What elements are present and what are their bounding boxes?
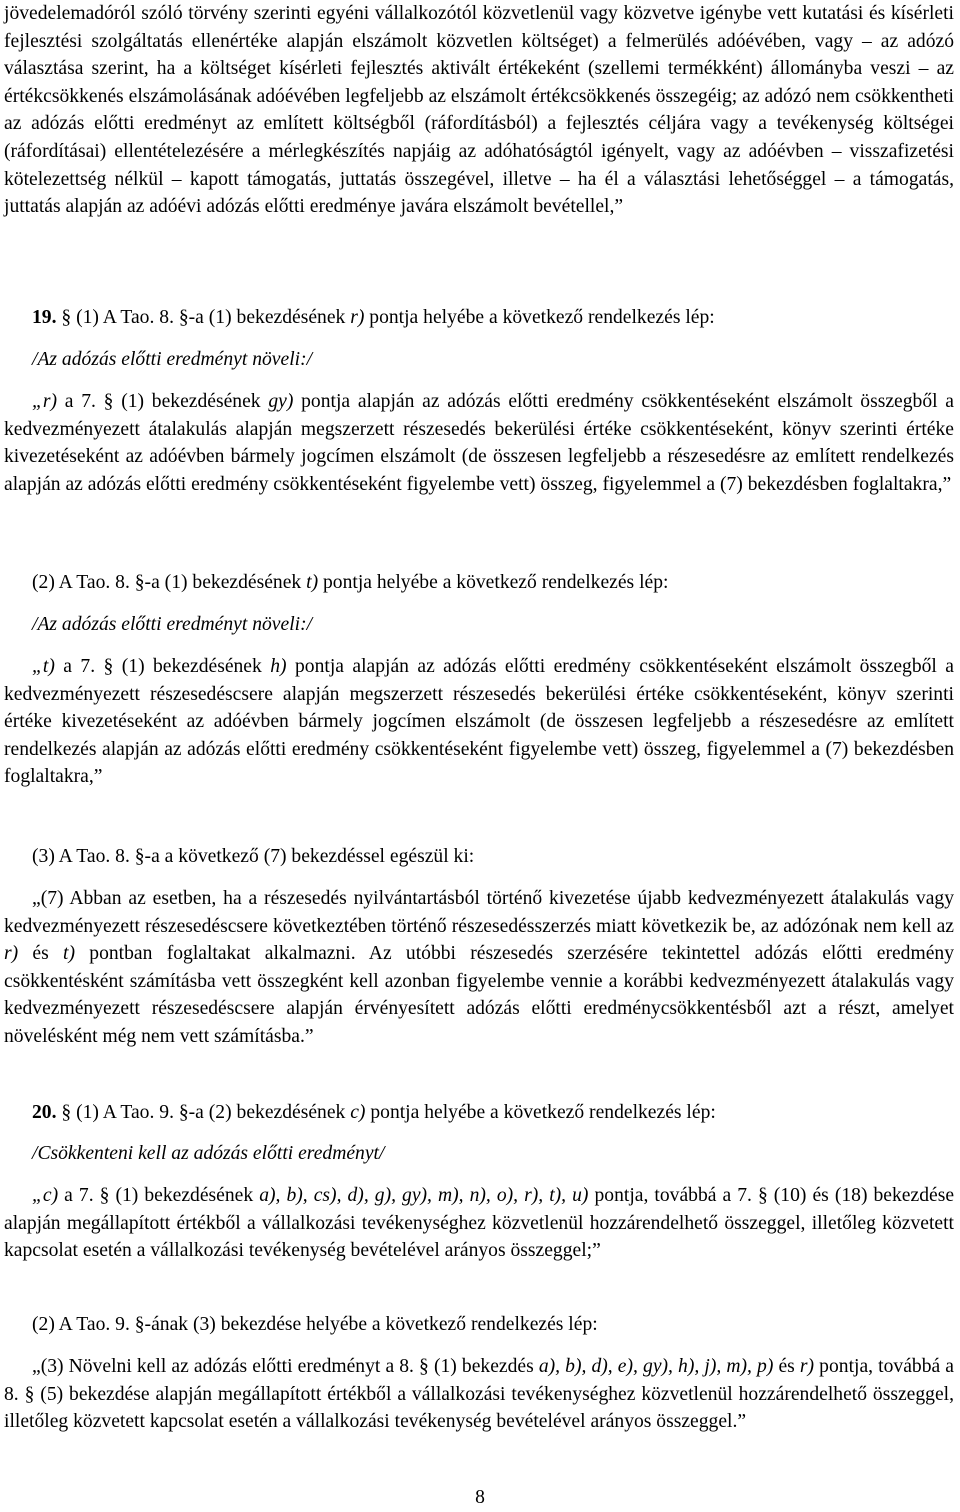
section-number: 20. (32, 1102, 57, 1123)
section-number: 19. (32, 307, 57, 328)
section-19-sub2-heading: (2) A Tao. 8. §-a (1) bekezdésének t) pontja helyébe a következő rendelkezés lép: (32, 572, 669, 593)
paragraph-7: „(7) Abban az esetben, ha a részesedés nyilvántartásból történő kivezetése újabb kedvezményezett átalakulás vagy kedvezményezett részesedéscsere következtében történő részesedésszerzés miatt következik be, az adózónak nem kell az r) és t) pontban foglaltakat alkalmazni. Az utóbbi részesedés szerzésére tekintettel adózás előtti eredmény csökkentésként számításba vett összegként kell azonban figyelembe vennie a korábbi kedvezményezett átalakulás vagy kedvezményezett részesedéscsere alapján érvényesített adózás előtti eredménycsökkentésből azt a részt, amelyet növelésként még nem vett számításba.” (4, 888, 955, 1047)
point-t-paragraph: „t) a 7. § (1) bekezdésének h) pontja alapján az adózás előtti eredmény csökkentéseként elszámolt összegből a kedvezményezett részesedéscsere alapján megszerzett részesedés bekerülési értéke csökkentéseként, könyv szerinti értéke kivezetéseként az adóévben bármely jogcímen elszámolt (de összesen legfeljebb a részesedésre az említett rendelkezés alapján az adózás előtti eredmény csökkentéseként figyelembe vett) összeg, figyelemmel a (7) bekezdésben foglaltakra,” (4, 656, 954, 788)
section-20-context: /Csökkenteni kell az adózás előtti eredményt/ (32, 1143, 385, 1164)
section-19-sub2-context: /Az adózás előtti eredményt növeli:/ (32, 614, 313, 635)
point-r-paragraph: „r) a 7. § (1) bekezdésének gy) pontja alapján az adózás előtti eredmény csökkentéseként elszámolt összegből a kedvezményezett átalakulás alapján megszerzett részesedés bekerülési értéke csökkentéseként, könyv szerinti értéke kivezetéseként az adóévben bármely jogcímen elszámolt (de összesen legfeljebb a részesedésre az említett rendelkezés alapján az adózás előtti eredmény csökkentéseként figyelembe vett) összeg, figyelemmel a (7) bekezdésben foglaltakra,” (4, 391, 954, 495)
section-19-sub3-heading: (3) A Tao. 8. §-a a következő (7) bekezdéssel egészül ki: (32, 846, 475, 867)
section-20-sub2-heading: (2) A Tao. 9. §-ának (3) bekezdése helyébe a következő rendelkezés lép: (32, 1314, 598, 1335)
section-19-heading: 19. § (1) A Tao. 8. §-a (1) bekezdésének r) pontja helyébe a következő rendelkezés lép: (32, 307, 715, 328)
page-number: 8 (475, 1487, 485, 1508)
section-19-context: /Az adózás előtti eredményt növeli:/ (32, 349, 313, 370)
section-20-heading: 20. § (1) A Tao. 9. §-a (2) bekezdésének c) pontja helyébe a következő rendelkezés lép: (32, 1102, 716, 1123)
intro-paragraph: jövedelemadóról szóló törvény szerinti egyéni vállalkozótól közvetlenül vagy közvetve igénybe vett kutatási és kísérleti fejlesztési szolgáltatás ellenértéke alapján elszámolt közvetlen költséget) a felmerülés adóévében, vagy – az adózó választása szerint, ha a költséget kísérleti fejlesztés aktivált értékeként (szellemi termékként) állományba veszi – az értékcsökkenés elszámolásának adóévében legfeljebb az elszámolt értékcsökkenés összegéig; az adózó nem csökkentheti az adózás előtti eredményt az említett költségből (ráfordításból) a fejlesztés céljára vagy a tevékenység költségei (ráfordításai) ellentételezésére a mérlegkészítés napjáig az adóhatóságtól igényelt, vagy az adóévben – visszafizetési kötelezettség nélkül – kapott támogatás, juttatás összegével, illetve – ha él a választási lehetőséggel – a támogatás, juttatás alapján az adóévi adózás előtti eredménye javára elszámolt bevétellel,” (4, 3, 954, 218)
paragraph-3: „(3) Növelni kell az adózás előtti eredményt a 8. § (1) bekezdés a), b), d), e), gy), h), j), m), p) és r) pontja, továbbá a 8. § (5) bekezdése alapján megállapított értékből a vállalkozási tevékenységhez közvetlenül hozzárendelhető összeggel, illetőleg közvetett kapcsolat esetén a vállalkozási tevékenység bevételével arányos összeggel.” (4, 1356, 954, 1433)
point-c-paragraph: „c) a 7. § (1) bekezdésének a), b), cs), d), g), gy), m), n), o), r), t), u) pontja, továbbá a 7. § (10) és (18) bekezdése alapján megállapított értékből a vállalkozási tevékenységhez közvetlenül hozzárendelhető összeggel, illetőleg közvetett kapcsolat esetén a vállalkozási tevékenység bevételével arányos összeggel;” (4, 1185, 955, 1262)
